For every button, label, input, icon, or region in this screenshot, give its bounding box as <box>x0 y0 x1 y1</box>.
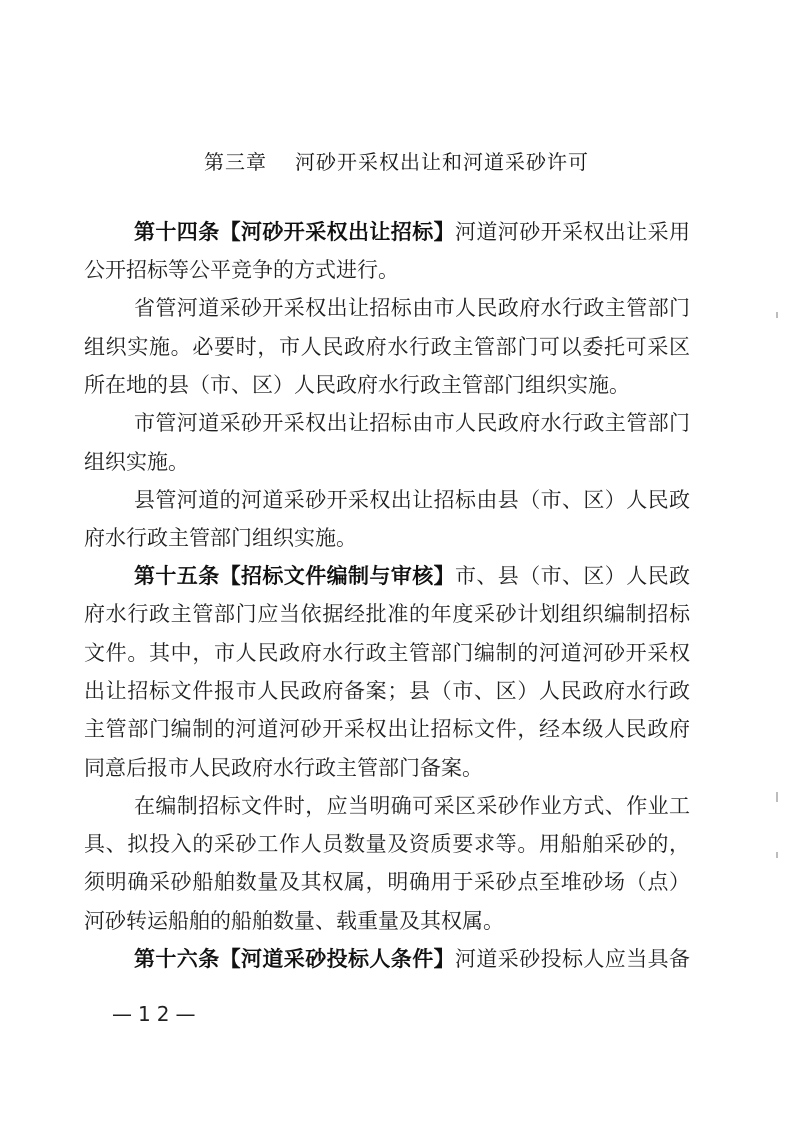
article-15-line-5: 主管部门编制的河道河砂开采权出让招标文件，经本级人民政府 <box>84 717 690 741</box>
article-14-p2-line-3: 所在地的县（市、区）人民政府水行政主管部门组织实施。 <box>84 373 630 397</box>
scan-mark <box>776 312 778 318</box>
article-14-p4-line-2: 府水行政主管部门组织实施。 <box>84 526 357 550</box>
article-15-line-1 <box>134 562 690 590</box>
article-15-p2-line-2: 具、拟投入的采砂工作人员数量及资质要求等。用船舶采砂的， <box>84 832 690 856</box>
page-number: —12— <box>112 1002 202 1026</box>
article-16-heading: 第十六条【河道采砂投标人条件】 <box>134 947 455 971</box>
article-14-p3-line-1: 市管河道采砂开采权出让招标由市人民政府水行政主管部门 <box>134 411 690 435</box>
article-15-heading: 第十五条【招标文件编制与审核】 <box>134 564 455 588</box>
article-16-line-1 <box>134 945 690 973</box>
chapter-number: 第三章 <box>204 150 267 174</box>
article-14-p3-line-2: 组织实施。 <box>84 450 189 474</box>
article-15-line-2: 府水行政主管部门应当依据经批准的年度采砂计划组织编制招标 <box>84 602 690 626</box>
article-14-heading: 第十四条【河砂开采权出让招标】 <box>134 220 455 244</box>
chapter-title <box>0 146 793 175</box>
chapter-name: 河砂开采权出让和河道采砂许可 <box>295 150 589 174</box>
article-15-line-4: 出让招标文件报市人民政府备案；县（市、区）人民政府水行政 <box>84 679 690 703</box>
article-14-line-1 <box>134 218 690 246</box>
article-15-line-3: 文件。其中，市人民政府水行政主管部门编制的河道河砂开采权 <box>84 641 690 665</box>
scan-mark <box>776 852 778 858</box>
article-16-text: 河道采砂投标人应当具备 <box>455 947 690 971</box>
article-14-p4-line-1: 县管河道的河道采砂开采权出让招标由县（市、区）人民政 <box>134 488 690 512</box>
article-15-p2-line-1: 在编制招标文件时，应当明确可采区采砂作业方式、作业工 <box>134 794 690 818</box>
article-14-line-2: 公开招标等公平竞争的方式进行。 <box>84 258 399 282</box>
scan-mark <box>776 792 778 802</box>
article-15-text: 市、县（市、区）人民政 <box>455 564 690 588</box>
article-14-text: 河道河砂开采权出让采用 <box>455 220 690 244</box>
article-14-p2-line-1: 省管河道采砂开采权出让招标由市人民政府水行政主管部门 <box>134 296 690 320</box>
article-15-p2-line-3: 须明确采砂船舶数量及其权属，明确用于采砂点至堆砂场（点） <box>84 870 690 894</box>
article-14-p2-line-2: 组织实施。必要时，市人民政府水行政主管部门可以委托可采区 <box>84 335 690 359</box>
article-15-line-6: 同意后报市人民政府水行政主管部门备案。 <box>84 756 483 780</box>
article-15-p2-line-4: 河砂转运船舶的船舶数量、载重量及其权属。 <box>84 909 504 933</box>
